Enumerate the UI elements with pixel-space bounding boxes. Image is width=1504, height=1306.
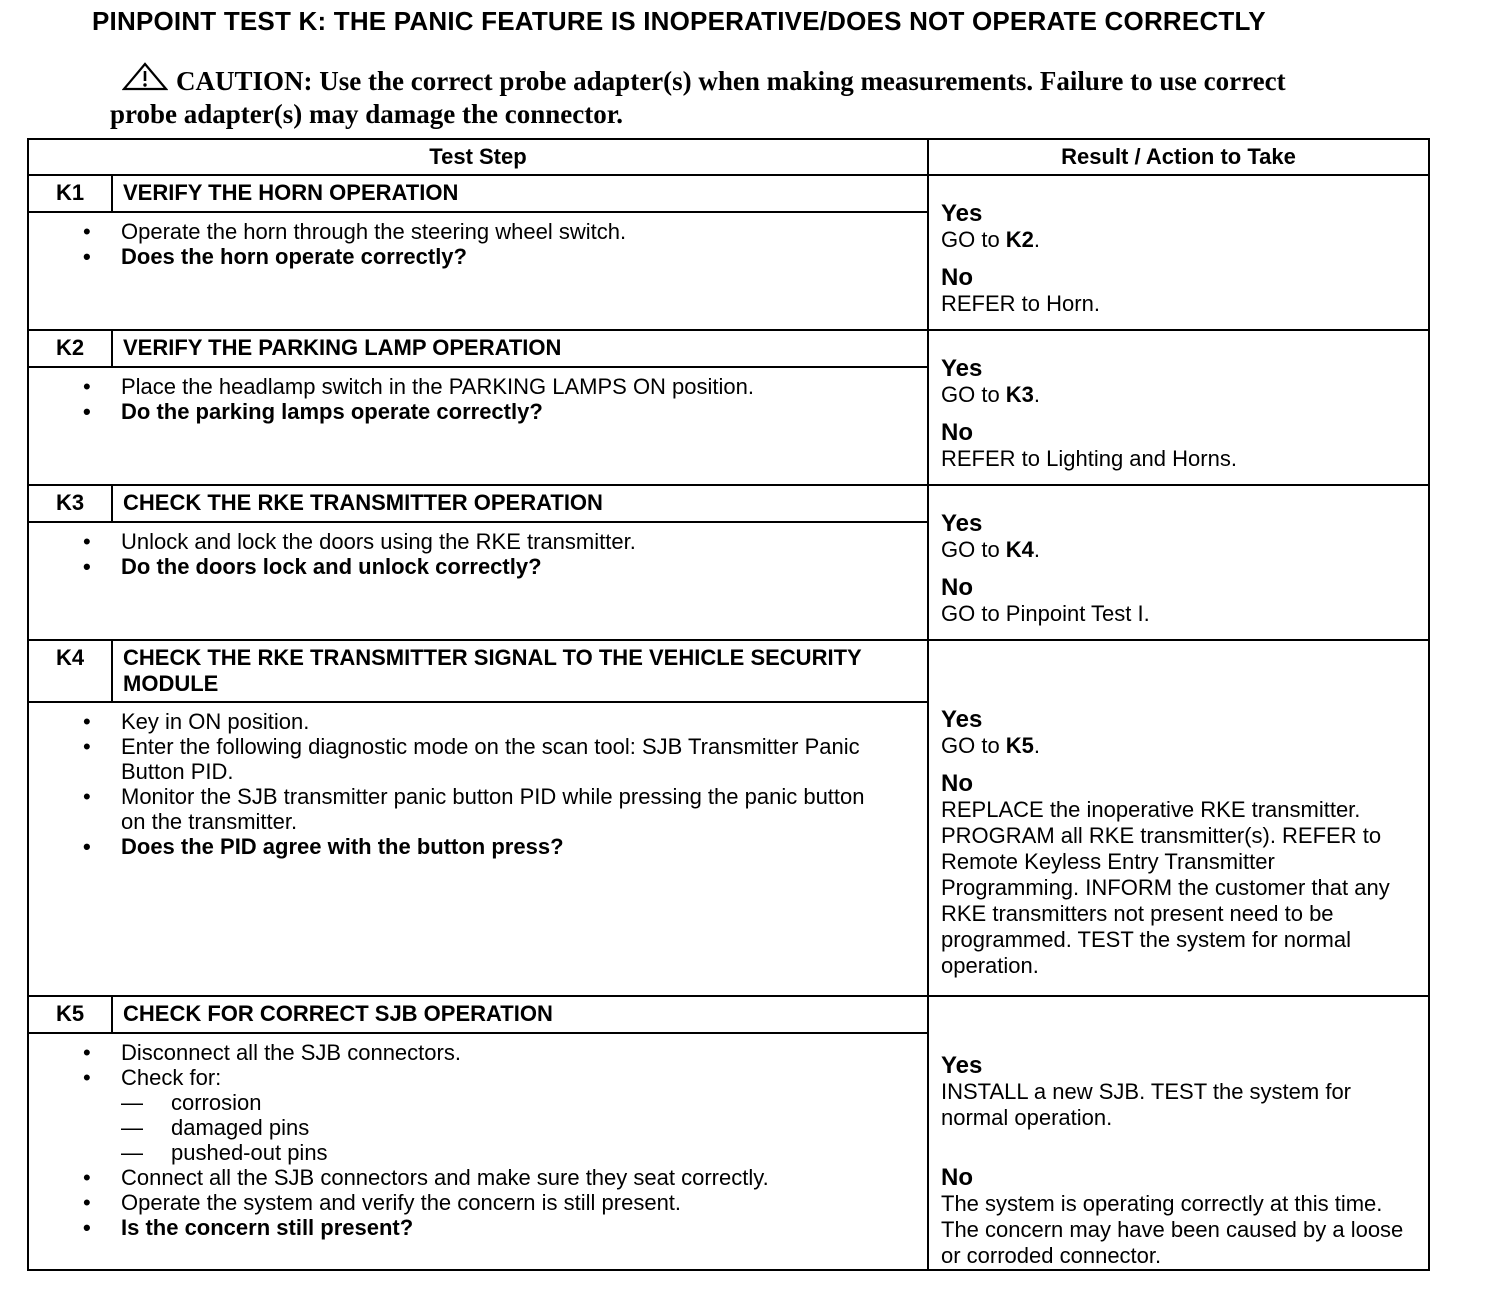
step-id: K3	[55, 490, 85, 515]
step-row-k2	[28, 330, 1429, 367]
step-result: Yes GO to K3. No REFER to Lighting and Horns.	[928, 330, 1429, 485]
no-action: REFER to Horn.	[941, 290, 1100, 316]
no-label: No	[941, 263, 973, 291]
caution-note	[110, 62, 1350, 130]
yes-action: GO to K2.	[941, 226, 1041, 252]
step-result: Yes GO to K4. No GO to Pinpoint Test I.	[928, 485, 1429, 640]
step-body: • Disconnect all the SJB connectors. • Check for: — corrosion — damaged pins — pushed-out pins • Connect all the SJB connectors and make sure they seat correctly. • Operate the system and verify the concern is still present. • Is the concern still present?	[28, 1033, 928, 1270]
page-title: PINPOINT TEST K: THE PANIC FEATURE IS INOPERATIVE/DOES NOT OPERATE CORRECTLY	[92, 6, 1266, 36]
step-row-k1	[28, 175, 1429, 212]
step-body: • Unlock and lock the doors using the RKE transmitter. • Do the doors lock and unlock correctly?	[28, 522, 928, 640]
step-body: • Place the headlamp switch in the PARKING LAMPS ON position. • Do the parking lamps operate correctly?	[28, 367, 928, 485]
warning-triangle-icon	[122, 62, 168, 99]
step-row-k5	[28, 996, 1429, 1033]
caution-text: CAUTION: Use the correct probe adapter(s) when making measurements. Failure to use correct probe adapter(s) may damage the connector.	[110, 66, 1286, 129]
column-header-test-step: Test Step	[28, 139, 928, 175]
column-header-result: Result / Action to Take	[928, 139, 1429, 175]
step-heading: VERIFY THE HORN OPERATION	[123, 180, 459, 205]
step-id: K2	[55, 335, 85, 360]
step-result: Yes GO to K5. No REPLACE the inoperative RKE transmitter. PROGRAM all RKE transmitter(s). REFER to Remote Keyless Entry Transmitter Programming. INFORM the customer that any RKE transmitters not present need to be programmed. TEST the system for normal operation.	[928, 640, 1429, 996]
step-row-k4	[28, 640, 1429, 702]
step-id: K1	[55, 180, 85, 205]
yes-label: Yes	[941, 199, 983, 227]
step-body: • Operate the horn through the steering wheel switch. • Does the horn operate correctly?	[28, 212, 928, 330]
step-id: K4	[55, 645, 85, 670]
step-heading: CHECK THE RKE TRANSMITTER SIGNAL TO THE VEHICLE SECURITY MODULE	[123, 645, 862, 696]
step-body: • Key in ON position. • Enter the following diagnostic mode on the scan tool: SJB Transmitter Panic Button PID. • Monitor the SJB transmitter panic button PID while pressing the panic button on the transmitter. • Does the PID agree with the button press?	[28, 702, 928, 996]
step-result: Yes INSTALL a new SJB. TEST the system for normal operation. No The system is operating correctly at this time. The concern may have been caused by a loose or corroded connector.	[928, 996, 1429, 1270]
step-heading: CHECK THE RKE TRANSMITTER OPERATION	[123, 490, 603, 515]
step-heading: VERIFY THE PARKING LAMP OPERATION	[123, 335, 562, 360]
step-row-k3	[28, 485, 1429, 522]
step-id: K5	[55, 1001, 85, 1026]
pinpoint-test-table	[27, 138, 1430, 1271]
step-result	[928, 175, 1429, 330]
step-heading: CHECK FOR CORRECT SJB OPERATION	[123, 1001, 553, 1026]
